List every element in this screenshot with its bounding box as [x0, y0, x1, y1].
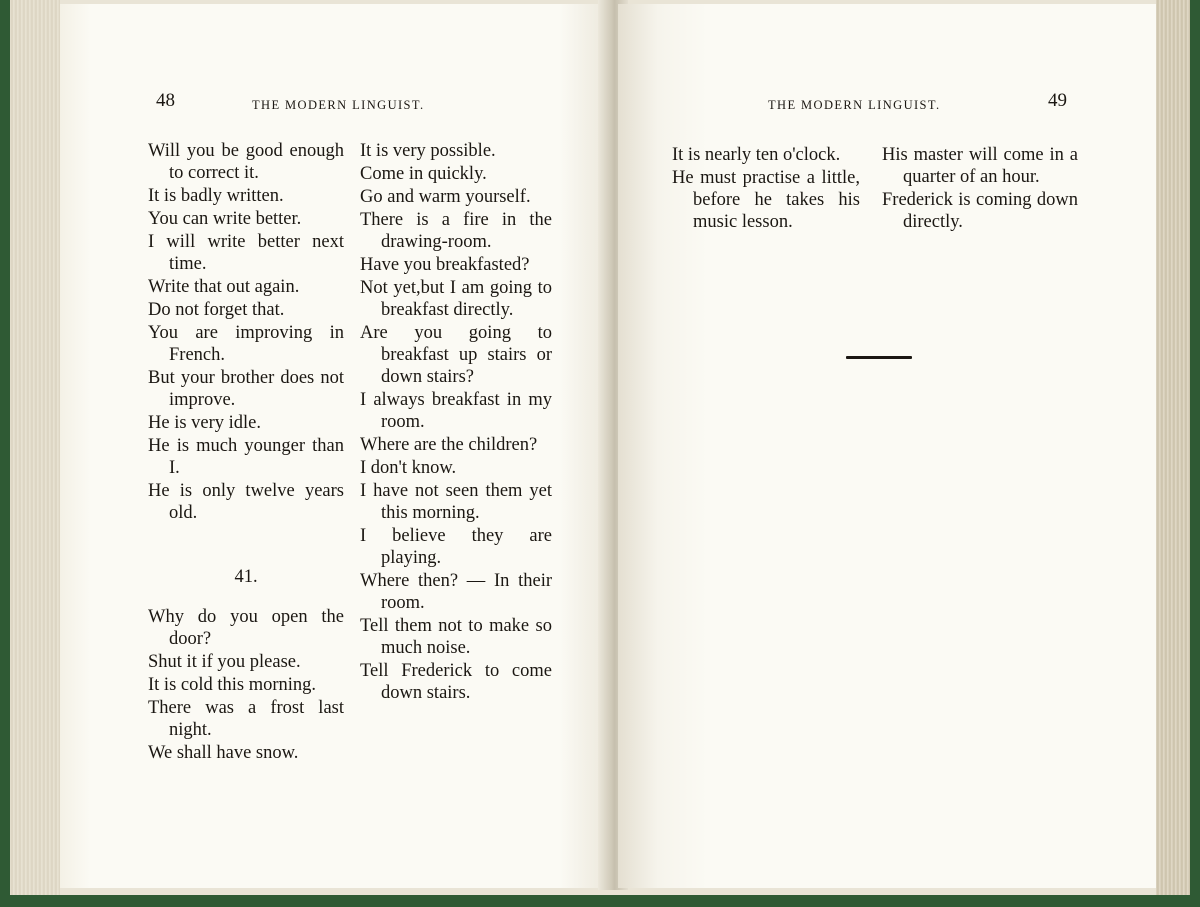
section-number: 41. — [234, 567, 258, 587]
left-page-column-2 — [360, 140, 552, 705]
phrase: He is only twelve years old. — [148, 481, 344, 523]
phrase: Go and warm yourself. — [360, 187, 531, 207]
right-page-header — [618, 92, 1156, 120]
phrase: I believe they are playing. — [360, 526, 552, 568]
phrase: There was a frost last night. — [148, 698, 344, 740]
phrase: There is a fire in the drawing-room. — [360, 210, 552, 252]
phrase: Tell them not to make so much noise. — [360, 616, 552, 658]
phrase: Shut it if you please. — [148, 652, 301, 672]
open-book — [10, 0, 1190, 895]
end-rule — [846, 356, 912, 359]
left-page-edges — [10, 0, 60, 895]
phrase: You can write better. — [148, 209, 302, 229]
phrase: But your brother does not improve. — [148, 368, 344, 410]
phrase: Where then? — In their room. — [360, 571, 552, 613]
right-page-column-1 — [672, 144, 860, 234]
phrase: You are improving in French. — [148, 323, 344, 365]
phrase: I will write better next time. — [148, 232, 344, 274]
phrase: It is very possible. — [360, 141, 496, 161]
left-page — [60, 4, 608, 888]
right-running-head: THE MODERN LINGUIST. — [768, 98, 941, 112]
phrase: Where are the children? — [360, 435, 538, 455]
right-page-number: 49 — [1048, 90, 1067, 111]
phrase: It is nearly ten o'clock. — [672, 145, 841, 165]
phrase: Come in quickly. — [360, 164, 487, 184]
left-page-header — [60, 92, 608, 120]
left-page-number: 48 — [156, 90, 175, 111]
left-running-head: THE MODERN LINGUIST. — [252, 98, 425, 112]
phrase: I always breakfast in my room. — [360, 390, 552, 432]
phrase: His master will come in a quarter of an hour. — [882, 145, 1078, 187]
phrase: He is very idle. — [148, 413, 262, 433]
phrase: I don't know. — [360, 458, 457, 478]
phrase: I have not seen them yet this morning. — [360, 481, 552, 523]
phrase: We shall have snow. — [148, 743, 299, 763]
phrase: He must practise a little, before he takes his music lesson. — [672, 168, 860, 232]
phrase: Tell Frederick to come down stairs. — [360, 661, 552, 703]
left-page-column-1 — [148, 140, 344, 765]
phrase: Write that out again. — [148, 277, 300, 297]
phrase: It is cold this morning. — [148, 675, 317, 695]
right-page-column-2 — [882, 144, 1078, 234]
phrase: He is much younger than I. — [148, 436, 344, 478]
phrase: Will you be good enough to correct it. — [148, 141, 344, 183]
right-page-edges — [1156, 0, 1190, 895]
phrase: Have you breakfasted? — [360, 255, 530, 275]
right-page — [618, 4, 1156, 888]
phrase: Do not forget that. — [148, 300, 285, 320]
phrase: It is badly written. — [148, 186, 284, 206]
phrase: Not yet,but I am going to breakfast directly. — [360, 278, 552, 320]
phrase: Are you going to breakfast up stairs or down stairs? — [360, 323, 552, 387]
phrase: Frederick is coming down directly. — [882, 190, 1078, 232]
phrase: Why do you open the door? — [148, 607, 344, 649]
